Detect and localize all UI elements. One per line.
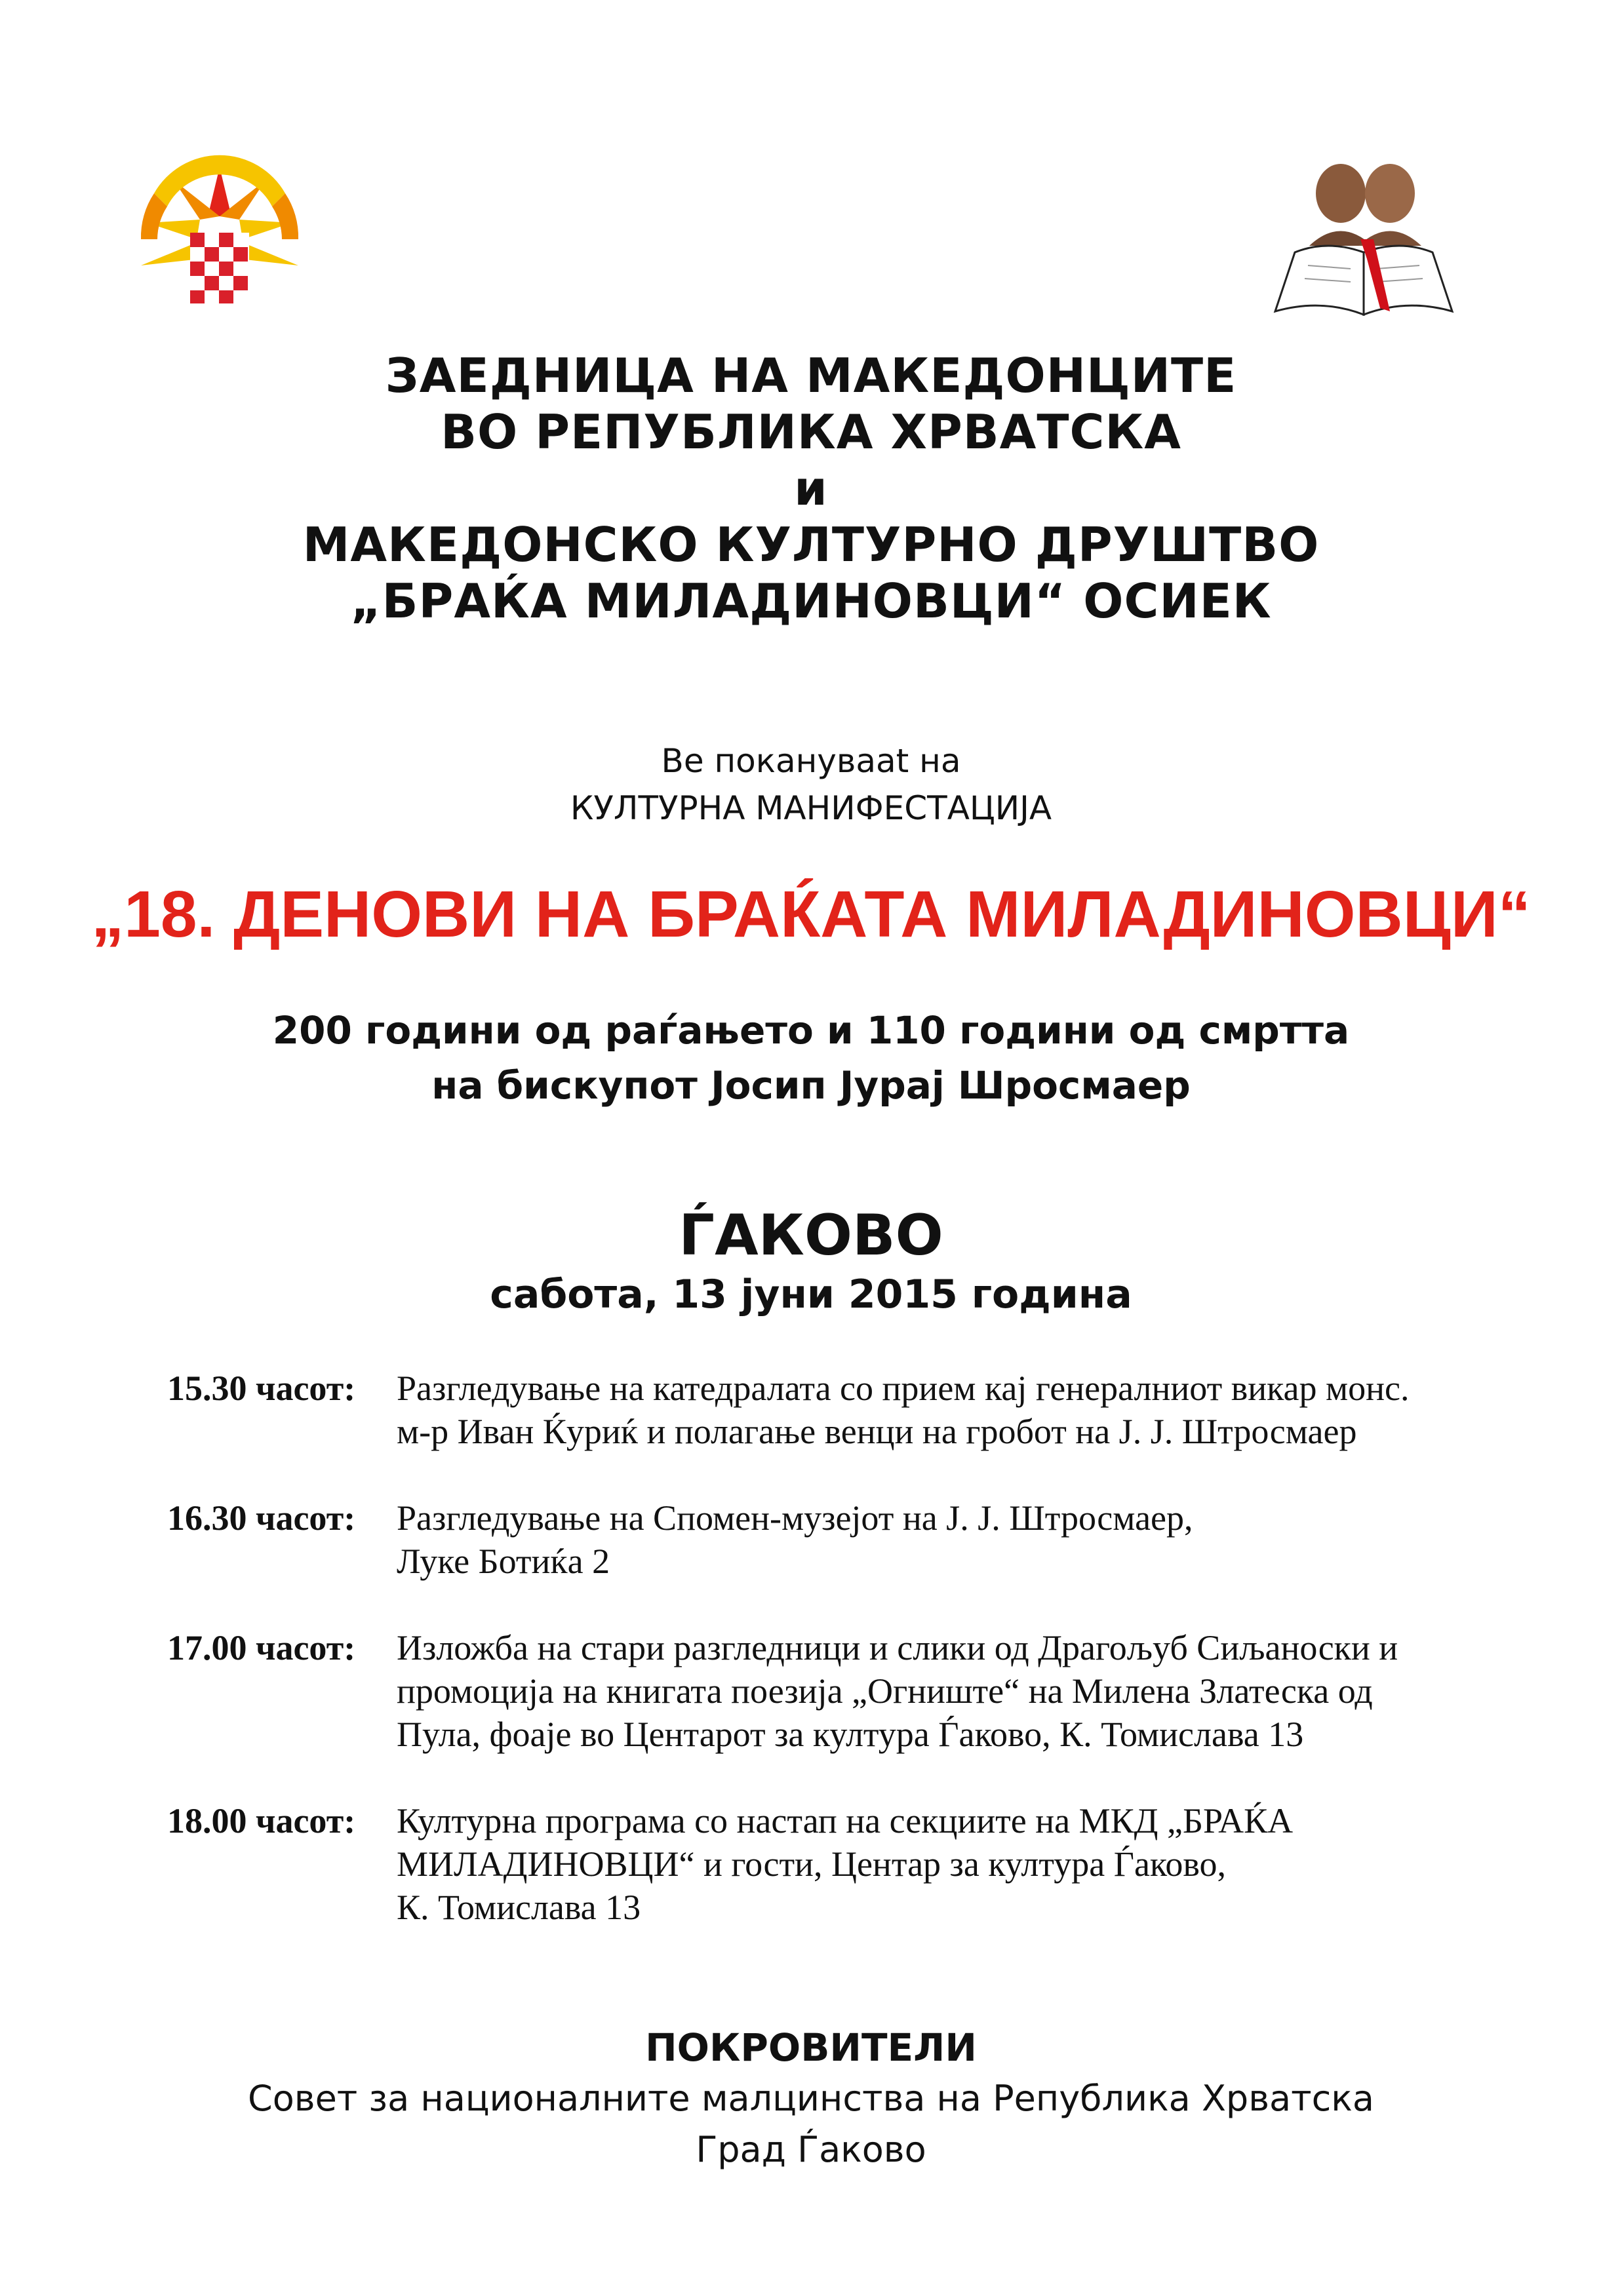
schedule-item	[167, 1367, 1511, 1453]
invitation-text	[0, 737, 1622, 832]
organizer-line-1: ЗАЕДНИЦА НА МАКЕДОНЦИТЕ	[385, 348, 1237, 403]
busts	[1309, 164, 1421, 246]
schedule-description	[397, 1496, 1193, 1583]
patron-line-2: Град Ѓаково	[696, 2129, 926, 2170]
patrons-heading: ПОКРОВИТЕЛИ	[645, 2025, 977, 2070]
schedule-time: 17.00 часот:	[167, 1628, 356, 1667]
schedule-description	[397, 1626, 1398, 1756]
schedule-line: К. Томислава 13	[397, 1888, 641, 1927]
schedule-list	[167, 1367, 1511, 1972]
schedule-item	[167, 1626, 1511, 1756]
organizer-conjunction: и	[794, 461, 828, 516]
schedule-line: м-р Иван Ќуриќ и полагање венци на гробот на Ј. Ј. Штросмаер	[397, 1412, 1357, 1451]
schedule-line: Културна програма со настап на секциите на МКД „БРАЌА	[397, 1801, 1294, 1840]
event-date: сабота, 13 јуни 2015 година	[490, 1272, 1132, 1317]
schedule-line: Пула, фоаје во Центарот за култура Ѓаково, К. Томислава 13	[397, 1715, 1304, 1754]
organizer-line-2: ВО РЕПУБЛИКА ХРВАТСКА	[441, 404, 1181, 459]
subtitle-line-1: 200 години од раѓањето и 110 години од смртта	[272, 1008, 1350, 1053]
organizer-line-4: „БРАЌА МИЛАДИНОВЦИ“ ОСИЕК	[350, 574, 1272, 629]
miladinov-brothers-book-emblem-icon	[1269, 154, 1459, 324]
patrons-section	[0, 2022, 1622, 2175]
patron-line-1: Совет за националните малцинства на Република Хрватска	[248, 2078, 1374, 2119]
schedule-line: Луке Ботиќа 2	[397, 1542, 610, 1581]
subtitle-line-2: на бискупот Јосип Јурај Шросмаер	[431, 1063, 1191, 1108]
schedule-line: Изложба на стари разгледници и слики од Драгољуб Сиљаноски и	[397, 1628, 1398, 1667]
event-city: ЃАКОВО	[679, 1203, 943, 1268]
schedule-item	[167, 1496, 1511, 1583]
event-subtitle	[0, 1003, 1622, 1113]
schedule-description	[397, 1799, 1293, 1929]
invitation-line-1: Ве поканувааt на	[661, 742, 961, 780]
schedule-line: Разгледување на катедралата со прием кај генералниот викар монс.	[397, 1369, 1410, 1408]
open-book	[1275, 246, 1452, 315]
schedule-time: 18.00 часот:	[167, 1801, 356, 1840]
schedule-line: Разгледување на Спомен-музејот на Ј. Ј. Штросмаер,	[397, 1498, 1193, 1538]
schedule-time: 16.30 часот:	[167, 1498, 356, 1538]
event-title: „18. ДЕНОВИ НА БРАЌАТА МИЛАДИНОВЦИ“	[91, 878, 1531, 951]
macedonian-croatian-sun-emblem-icon	[134, 154, 305, 318]
schedule-description	[397, 1367, 1410, 1453]
schedule-line: МИЛАДИНОВЦИ“ и гости, Центар за култура Ѓаково,	[397, 1844, 1227, 1884]
invitation-line-2: КУЛТУРНА МАНИФЕСТАЦИЈА	[570, 789, 1052, 827]
organizer-line-3: МАКЕДОНСКО КУЛТУРНО ДРУШТВО	[302, 517, 1320, 572]
organizers-heading	[0, 347, 1622, 629]
checkerboard-shield	[190, 233, 249, 305]
schedule-time: 15.30 часот:	[167, 1369, 356, 1408]
schedule-line: промоција на книгата поезија „Огниште“ на Милена Златеска од	[397, 1671, 1373, 1711]
schedule-item	[167, 1799, 1511, 1929]
